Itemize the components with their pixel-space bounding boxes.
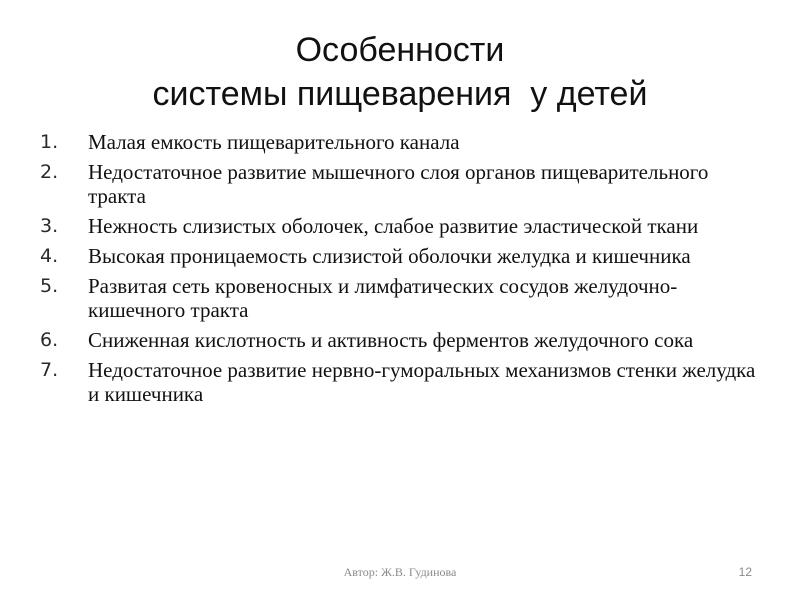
list-item [40, 160, 770, 208]
list-item-text: Недостаточное развитие нервно-гуморальных механизмов стенки желудка и кишечника [88, 358, 756, 406]
list-item-text: Малая емкость пищеварительного канала [88, 130, 460, 154]
list-item-text: Сниженная кислотность и активность ферментов желудочного сока [88, 328, 694, 352]
slide-title [0, 28, 800, 116]
slide-title-line-2: системы пищеварения у детей [152, 75, 648, 113]
page-number: 12 [738, 565, 752, 579]
list-item [40, 130, 770, 154]
slide-title-line-1: Особенности [295, 31, 505, 69]
list-item-number: 6. [40, 329, 59, 351]
list-item [40, 358, 770, 406]
list-item-number: 4. [40, 245, 59, 267]
list-item-text: Высокая проницаемость слизистой оболочки желудка и кишечника [88, 244, 691, 268]
list-item-text: Недостаточное развитие мышечного слоя органов пищеварительного тракта [88, 160, 709, 208]
list-item-number: 3. [40, 215, 59, 237]
features-list [40, 130, 770, 412]
list-item-number: 2. [40, 161, 59, 183]
footer-author: Автор: Ж.В. Гудинова [343, 565, 457, 579]
list-item-text: Развитая сеть кровеносных и лимфатических сосудов желудочно-кишечного тракта [88, 274, 678, 322]
list-item [40, 274, 770, 322]
list-item-number: 5. [40, 275, 59, 297]
list-item [40, 244, 770, 268]
list-item [40, 214, 770, 238]
list-item [40, 328, 770, 352]
list-item-number: 7. [40, 359, 59, 381]
list-item-text: Нежность слизистых оболочек, слабое развитие эластической ткани [88, 214, 699, 238]
list-item-number: 1. [40, 131, 59, 153]
